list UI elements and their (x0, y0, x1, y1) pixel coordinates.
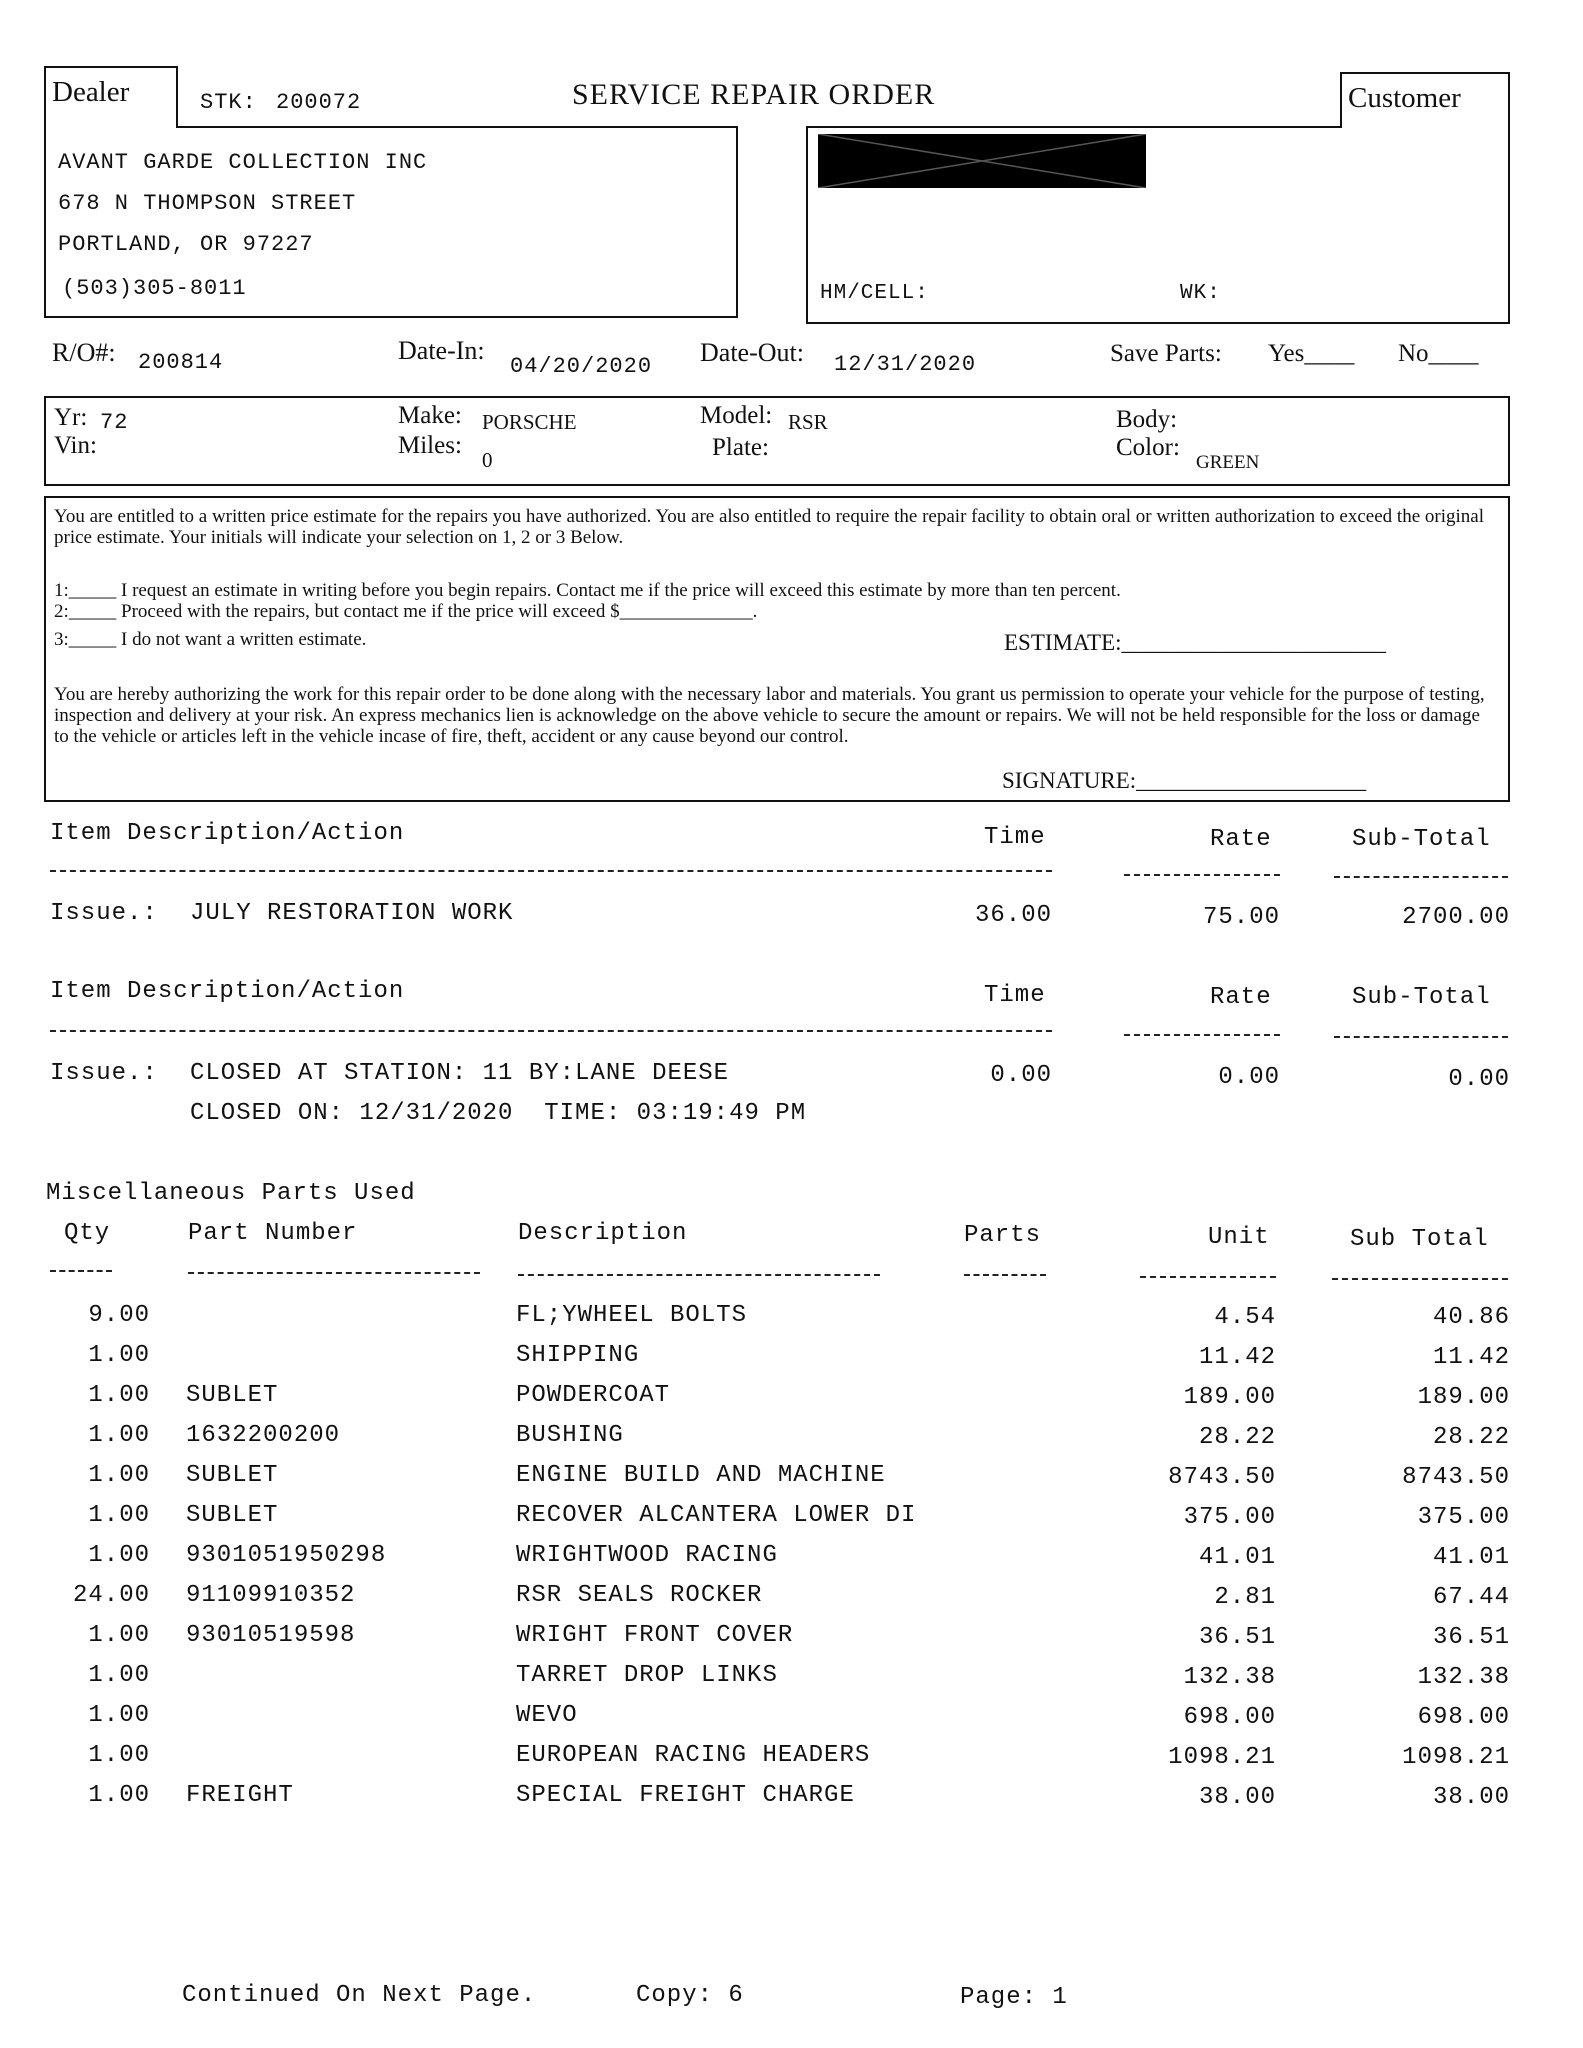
footer-continued: Continued On Next Page. (182, 1982, 537, 2009)
parts-cell-sub: 11.42 (1432, 1344, 1510, 1371)
labor2-description: CLOSED AT STATION: 11 BY:LANE DEESE (190, 1060, 730, 1087)
parts-cell-part: 93010519598 (186, 1622, 356, 1649)
parts-cell-qty: 1.00 (88, 1502, 150, 1529)
parts-cell-unit: 1098.21 (1168, 1744, 1276, 1771)
parts-divider-qty (50, 1270, 112, 1272)
parts-header-sub-total: Sub Total (1350, 1226, 1489, 1253)
miles-label: Miles: (398, 432, 462, 459)
parts-cell-part: 9301051950298 (186, 1542, 387, 1569)
parts-cell-qty: 1.00 (88, 1542, 150, 1569)
parts-header-unit: Unit (1208, 1224, 1270, 1251)
date-out-value: 12/31/2020 (834, 352, 977, 377)
parts-cell-qty: 24.00 (72, 1582, 150, 1609)
parts-cell-unit: 8743.50 (1168, 1464, 1276, 1491)
model-value: RSR (788, 410, 828, 434)
labor2-divider-item (50, 1030, 1052, 1032)
labor-header-item: Item Description/Action (50, 820, 405, 847)
parts-cell-unit: 4.54 (1214, 1304, 1276, 1331)
labor2-header-subtotal: Sub-Total (1352, 984, 1491, 1011)
parts-cell-unit: 41.01 (1198, 1544, 1276, 1571)
stk-label: STK: (200, 90, 257, 115)
parts-cell-part: SUBLET (186, 1502, 279, 1529)
parts-divider-part (188, 1272, 480, 1274)
parts-header-description: Description (518, 1220, 688, 1247)
parts-cell-part: 91109910352 (186, 1582, 356, 1609)
labor1-description: JULY RESTORATION WORK (190, 900, 514, 927)
plate-label: Plate: (712, 434, 769, 461)
parts-divider-desc (518, 1274, 880, 1276)
parts-cell-sub: 132.38 (1417, 1664, 1510, 1691)
labor2-header-rate: Rate (1210, 984, 1272, 1011)
vehicle-box (44, 396, 1510, 486)
color-value: GREEN (1196, 452, 1260, 473)
parts-cell-qty: 1.00 (88, 1422, 150, 1449)
parts-cell-qty: 1.00 (88, 1462, 150, 1489)
make-value: PORSCHE (482, 410, 577, 434)
parts-cell-sub: 698.00 (1417, 1704, 1510, 1731)
dealer-label: Dealer (52, 76, 130, 108)
parts-cell-desc: EUROPEAN RACING HEADERS (516, 1742, 871, 1769)
yr-value: 72 (100, 410, 129, 435)
labor1-issue-label: Issue.: (50, 900, 158, 927)
parts-cell-sub: 36.51 (1432, 1624, 1510, 1651)
parts-cell-desc: WRIGHT FRONT COVER (516, 1622, 794, 1649)
parts-cell-qty: 1.00 (88, 1382, 150, 1409)
parts-header-parts: Parts (964, 1222, 1042, 1249)
parts-cell-unit: 2.81 (1214, 1584, 1276, 1611)
customer-label: Customer (1348, 82, 1461, 114)
dealer-city: PORTLAND, OR 97227 (58, 232, 314, 257)
parts-header-qty: Qty (64, 1220, 111, 1247)
miles-value: 0 (482, 448, 493, 472)
labor2-subtotal: 0.00 (1448, 1066, 1510, 1093)
labor1-rate: 75.00 (1202, 904, 1280, 931)
body-label: Body: (1116, 406, 1178, 433)
labor2-time: 0.00 (990, 1062, 1052, 1089)
parts-section-title: Miscellaneous Parts Used (46, 1180, 416, 1207)
parts-cell-part: FREIGHT (186, 1782, 294, 1809)
wk-label: WK: (1180, 282, 1221, 305)
labor-header-rate: Rate (1210, 826, 1272, 853)
parts-divider-unit (1140, 1276, 1276, 1278)
footer-copy: Copy: 6 (636, 1982, 744, 2009)
parts-cell-desc: RECOVER ALCANTERA LOWER DI (516, 1502, 917, 1529)
parts-cell-desc: SPECIAL FREIGHT CHARGE (516, 1782, 855, 1809)
labor2-closed-on: CLOSED ON: 12/31/2020 TIME: 03:19:49 PM (190, 1100, 807, 1127)
yr-label: Yr: (54, 404, 88, 431)
parts-cell-sub: 8743.50 (1402, 1464, 1510, 1491)
parts-cell-sub: 28.22 (1432, 1424, 1510, 1451)
parts-cell-qty: 1.00 (88, 1782, 150, 1809)
save-parts-yes[interactable]: Yes____ (1268, 340, 1355, 367)
vin-label: Vin: (54, 432, 97, 459)
save-parts-label: Save Parts: (1110, 340, 1222, 367)
date-out-label: Date-Out: (700, 338, 804, 367)
parts-cell-unit: 189.00 (1183, 1384, 1276, 1411)
labor1-subtotal: 2700.00 (1402, 904, 1510, 931)
parts-cell-qty: 1.00 (88, 1662, 150, 1689)
save-parts-no[interactable]: No____ (1398, 340, 1479, 367)
parts-cell-sub: 41.01 (1432, 1544, 1510, 1571)
labor2-rate: 0.00 (1218, 1064, 1280, 1091)
parts-cell-qty: 1.00 (88, 1622, 150, 1649)
parts-cell-desc: SHIPPING (516, 1342, 640, 1369)
date-in-label: Date-In: (398, 336, 485, 365)
labor2-header-time: Time (984, 982, 1046, 1009)
make-label: Make: (398, 402, 462, 429)
stk-value: 200072 (276, 90, 362, 115)
option-2[interactable]: 2:_____ Proceed with the repairs, but contact me if the price will exceed $______________. (54, 601, 758, 622)
parts-cell-sub: 38.00 (1432, 1784, 1510, 1811)
signature-field[interactable]: SIGNATURE:____________________ (1002, 768, 1367, 793)
labor-divider-item (50, 870, 1052, 872)
labor-header-subtotal: Sub-Total (1352, 826, 1491, 853)
parts-cell-qty: 1.00 (88, 1702, 150, 1729)
labor-divider-subtotal (1334, 876, 1508, 878)
parts-cell-sub: 67.44 (1432, 1584, 1510, 1611)
hm-cell-label: HM/CELL: (820, 282, 929, 305)
parts-cell-part: 1632200200 (186, 1422, 341, 1449)
option-1[interactable]: 1:_____ I request an estimate in writing before you begin repairs. Contact me if the price will exceed this estimate by more than ten percent. (54, 580, 1121, 601)
parts-cell-part: SUBLET (186, 1382, 279, 1409)
labor2-header-item: Item Description/Action (50, 978, 405, 1005)
parts-cell-qty: 1.00 (88, 1342, 150, 1369)
labor2-issue-label: Issue.: (50, 1060, 158, 1087)
labor-header-time: Time (984, 824, 1046, 851)
color-label: Color: (1116, 434, 1180, 461)
parts-cell-sub: 40.86 (1432, 1304, 1510, 1331)
authorization-intro: You are entitled to a written price estimate for the repairs you have authorized. You are also entitled to require the repair facility to obtain oral or written authorization to exceed the original price estimate. Your initials will indicate your selection on 1, 2 or 3 Below. (54, 506, 1484, 548)
redacted-customer-name (818, 134, 1146, 188)
option-3[interactable]: 3:_____ I do not want a written estimate. (54, 629, 367, 650)
parts-divider-sub (1332, 1278, 1508, 1280)
labor1-time: 36.00 (974, 902, 1052, 929)
parts-divider-parts (964, 1274, 1046, 1276)
labor-divider-rate (1124, 874, 1280, 876)
redaction-cross-icon (818, 134, 1146, 188)
customer-tab-cover (1342, 124, 1508, 130)
labor2-divider-rate (1124, 1034, 1280, 1036)
ro-label: R/O#: (52, 338, 116, 367)
ro-value: 200814 (138, 350, 224, 375)
parts-cell-sub: 1098.21 (1402, 1744, 1510, 1771)
parts-cell-desc: RSR SEALS ROCKER (516, 1582, 763, 1609)
model-label: Model: (700, 402, 773, 429)
parts-cell-unit: 132.38 (1183, 1664, 1276, 1691)
parts-cell-unit: 11.42 (1198, 1344, 1276, 1371)
parts-cell-unit: 36.51 (1198, 1624, 1276, 1651)
parts-cell-part: SUBLET (186, 1462, 279, 1489)
parts-cell-desc: ENGINE BUILD AND MACHINE (516, 1462, 886, 1489)
parts-cell-qty: 1.00 (88, 1742, 150, 1769)
dealer-street: 678 N THOMPSON STREET (58, 191, 357, 216)
date-in-value: 04/20/2020 (510, 354, 653, 379)
parts-cell-qty: 9.00 (88, 1302, 150, 1329)
page-title: SERVICE REPAIR ORDER (572, 78, 936, 111)
footer-page: Page: 1 (960, 1984, 1068, 2011)
parts-cell-desc: POWDERCOAT (516, 1382, 671, 1409)
authorization-terms: You are hereby authorizing the work for this repair order to be done along with the necessary labor and materials. You grant us permission to operate your vehicle for the purpose of testing, inspection and delivery at your risk. An express mechanics lien is acknowledge on the above vehicle to secure the amount or repairs. We will not be held responsible for the loss or damage to the vehicle or articles left in the vehicle incase of fire, theft, accident or any cause beyond our control. (54, 684, 1485, 747)
parts-header-part-number: Part Number (188, 1220, 358, 1247)
estimate-field[interactable]: ESTIMATE:_______________________ (1004, 630, 1387, 655)
parts-cell-unit: 38.00 (1198, 1784, 1276, 1811)
parts-cell-unit: 698.00 (1183, 1704, 1276, 1731)
parts-cell-sub: 189.00 (1417, 1384, 1510, 1411)
parts-cell-desc: BUSHING (516, 1422, 624, 1449)
dealer-phone: (503)305-8011 (62, 276, 247, 301)
parts-cell-desc: WEVO (516, 1702, 578, 1729)
parts-cell-desc: TARRET DROP LINKS (516, 1662, 778, 1689)
dealer-tab-cover (46, 124, 176, 130)
labor2-divider-subtotal (1334, 1036, 1508, 1038)
parts-cell-desc: WRIGHTWOOD RACING (516, 1542, 778, 1569)
parts-cell-unit: 28.22 (1198, 1424, 1276, 1451)
parts-cell-desc: FL;YWHEEL BOLTS (516, 1302, 748, 1329)
dealer-name: AVANT GARDE COLLECTION INC (58, 150, 428, 175)
parts-cell-sub: 375.00 (1417, 1504, 1510, 1531)
parts-cell-unit: 375.00 (1183, 1504, 1276, 1531)
